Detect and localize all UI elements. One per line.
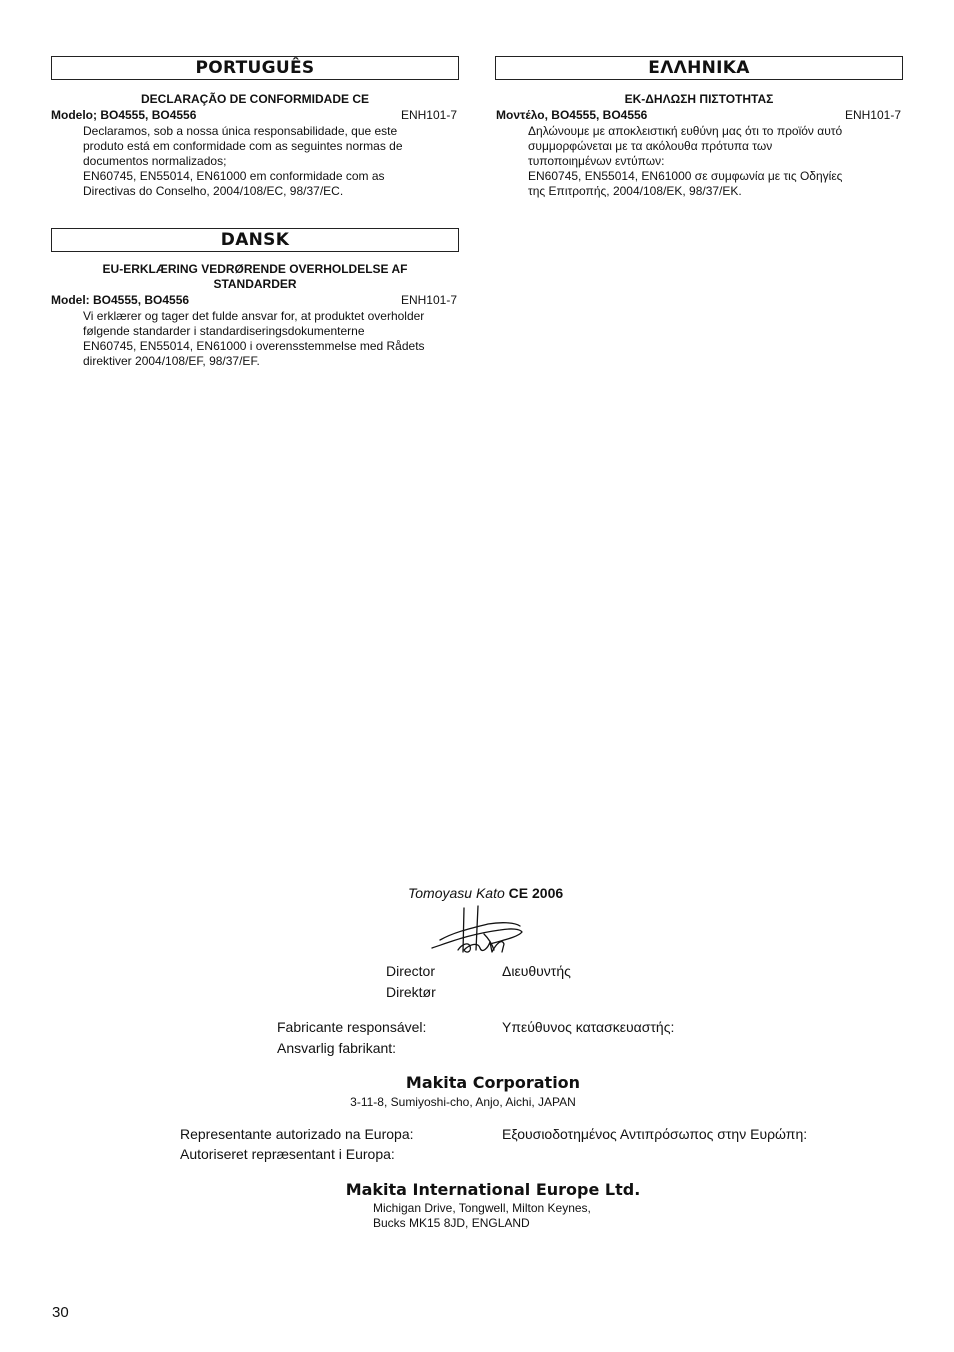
model-row-ellinika: [496, 108, 901, 123]
body-line: produto está em conformidade com as seguintes normas de: [83, 139, 403, 153]
company-address: 3-11-8, Sumiyoshi-cho, Anjo, Aichi, JAPAN: [350, 1095, 576, 1109]
address-line: Michigan Drive, Tongwell, Milton Keynes,: [373, 1201, 591, 1215]
representative-label-pt: Representante autorizado na Europa:: [180, 1126, 414, 1142]
ce-year: CE 2006: [508, 885, 564, 901]
body-line: følgende standarder i standardiseringsdokumenterne: [83, 324, 365, 338]
section-heading-ellinika: ΕΛΛΗΝΙΚΑ: [495, 56, 903, 80]
europe-address: [373, 1201, 591, 1231]
standard-code: ENH101-7: [400, 293, 457, 307]
page-number: 30: [52, 1304, 69, 1321]
section-heading-portugues: PORTUGUÊS: [51, 56, 459, 80]
model-row-dansk: [51, 293, 457, 308]
standard-code: ENH101-7: [400, 108, 457, 122]
manufacturer-label-el: Υπεύθυνος κατασκευαστής:: [502, 1019, 675, 1035]
body-line: Δηλώνουμε με αποκλειστική ευθύνη μας ότι το προϊόν αυτό: [528, 124, 843, 138]
body-line: της Επιτροπής, 2004/108/EK, 98/37/EK.: [528, 184, 742, 198]
standard-code: ENH101-7: [844, 108, 901, 122]
declaration-title-line: STANDARDER: [213, 277, 297, 291]
declaration-title-portugues: DECLARAÇÃO DE CONFORMIDADE CE: [141, 92, 369, 106]
body-line: Declaramos, sob a nossa única responsabilidade, que este: [83, 124, 398, 138]
body-line: EN60745, EN55014, EN61000 em conformidade com as: [83, 169, 385, 183]
signatory-line: [408, 884, 563, 902]
model-row-portugues: [51, 108, 457, 123]
body-line: direktiver 2004/108/EF, 98/37/EF.: [83, 354, 260, 368]
representative-label-da: Autoriseret repræsentant i Europa:: [180, 1146, 395, 1162]
model-text: Model: BO4555, BO4556: [51, 293, 190, 307]
director-title-el: Διευθυντής: [502, 963, 571, 979]
declaration-title-dansk: [51, 262, 459, 292]
address-line: Bucks MK15 8JD, ENGLAND: [373, 1216, 530, 1230]
body-line: τυποποιημένων εντύπων:: [528, 154, 665, 168]
model-text: Modelo; BO4555, BO4556: [51, 108, 197, 122]
representative-label-el: Εξουσιοδοτημένος Αντιπρόσωπος στην Ευρώπη:: [502, 1126, 808, 1142]
handwritten-signature: [430, 904, 526, 958]
signatory-name: Tomoyasu Kato: [408, 885, 505, 901]
section-heading-dansk: DANSK: [51, 228, 459, 252]
declaration-title-ellinika: ΕΚ-ΔΗΛΩΣΗ ΠΙΣΤΟΤΗΤΑΣ: [624, 92, 774, 106]
body-line: Directivas do Conselho, 2004/108/EC, 98/37/EC.: [83, 184, 344, 198]
director-title-da: Direktør: [386, 984, 436, 1000]
body-line: Vi erklærer og tager det fulde ansvar for, at produktet overholder: [83, 309, 425, 323]
body-line: documentos normalizados;: [83, 154, 227, 168]
model-text: Μοντέλο, BO4555, BO4556: [496, 108, 648, 122]
body-line: συμμορφώνεται με τα ακόλουθα πρότυπα των: [528, 139, 773, 153]
director-title-pt: Director: [386, 963, 436, 979]
body-line: EN60745, EN55014, EN61000 σε συμφωνία με τις Οδηγίες: [528, 169, 843, 183]
body-line: EN60745, EN55014, EN61000 i overensstemmelse med Rådets: [83, 339, 425, 353]
manufacturer-label-da: Ansvarlig fabrikant:: [277, 1040, 397, 1056]
company-name: Makita Corporation: [405, 1073, 581, 1092]
manufacturer-label-pt: Fabricante responsável:: [277, 1019, 427, 1035]
declaration-body-portugues: [83, 124, 463, 199]
declaration-body-dansk: [83, 309, 463, 369]
declaration-title-line: EU-ERKLÆRING VEDRØRENDE OVERHOLDELSE AF: [102, 262, 408, 276]
europe-company-name: Makita International Europe Ltd.: [345, 1180, 641, 1199]
declaration-body-ellinika: [528, 124, 908, 199]
